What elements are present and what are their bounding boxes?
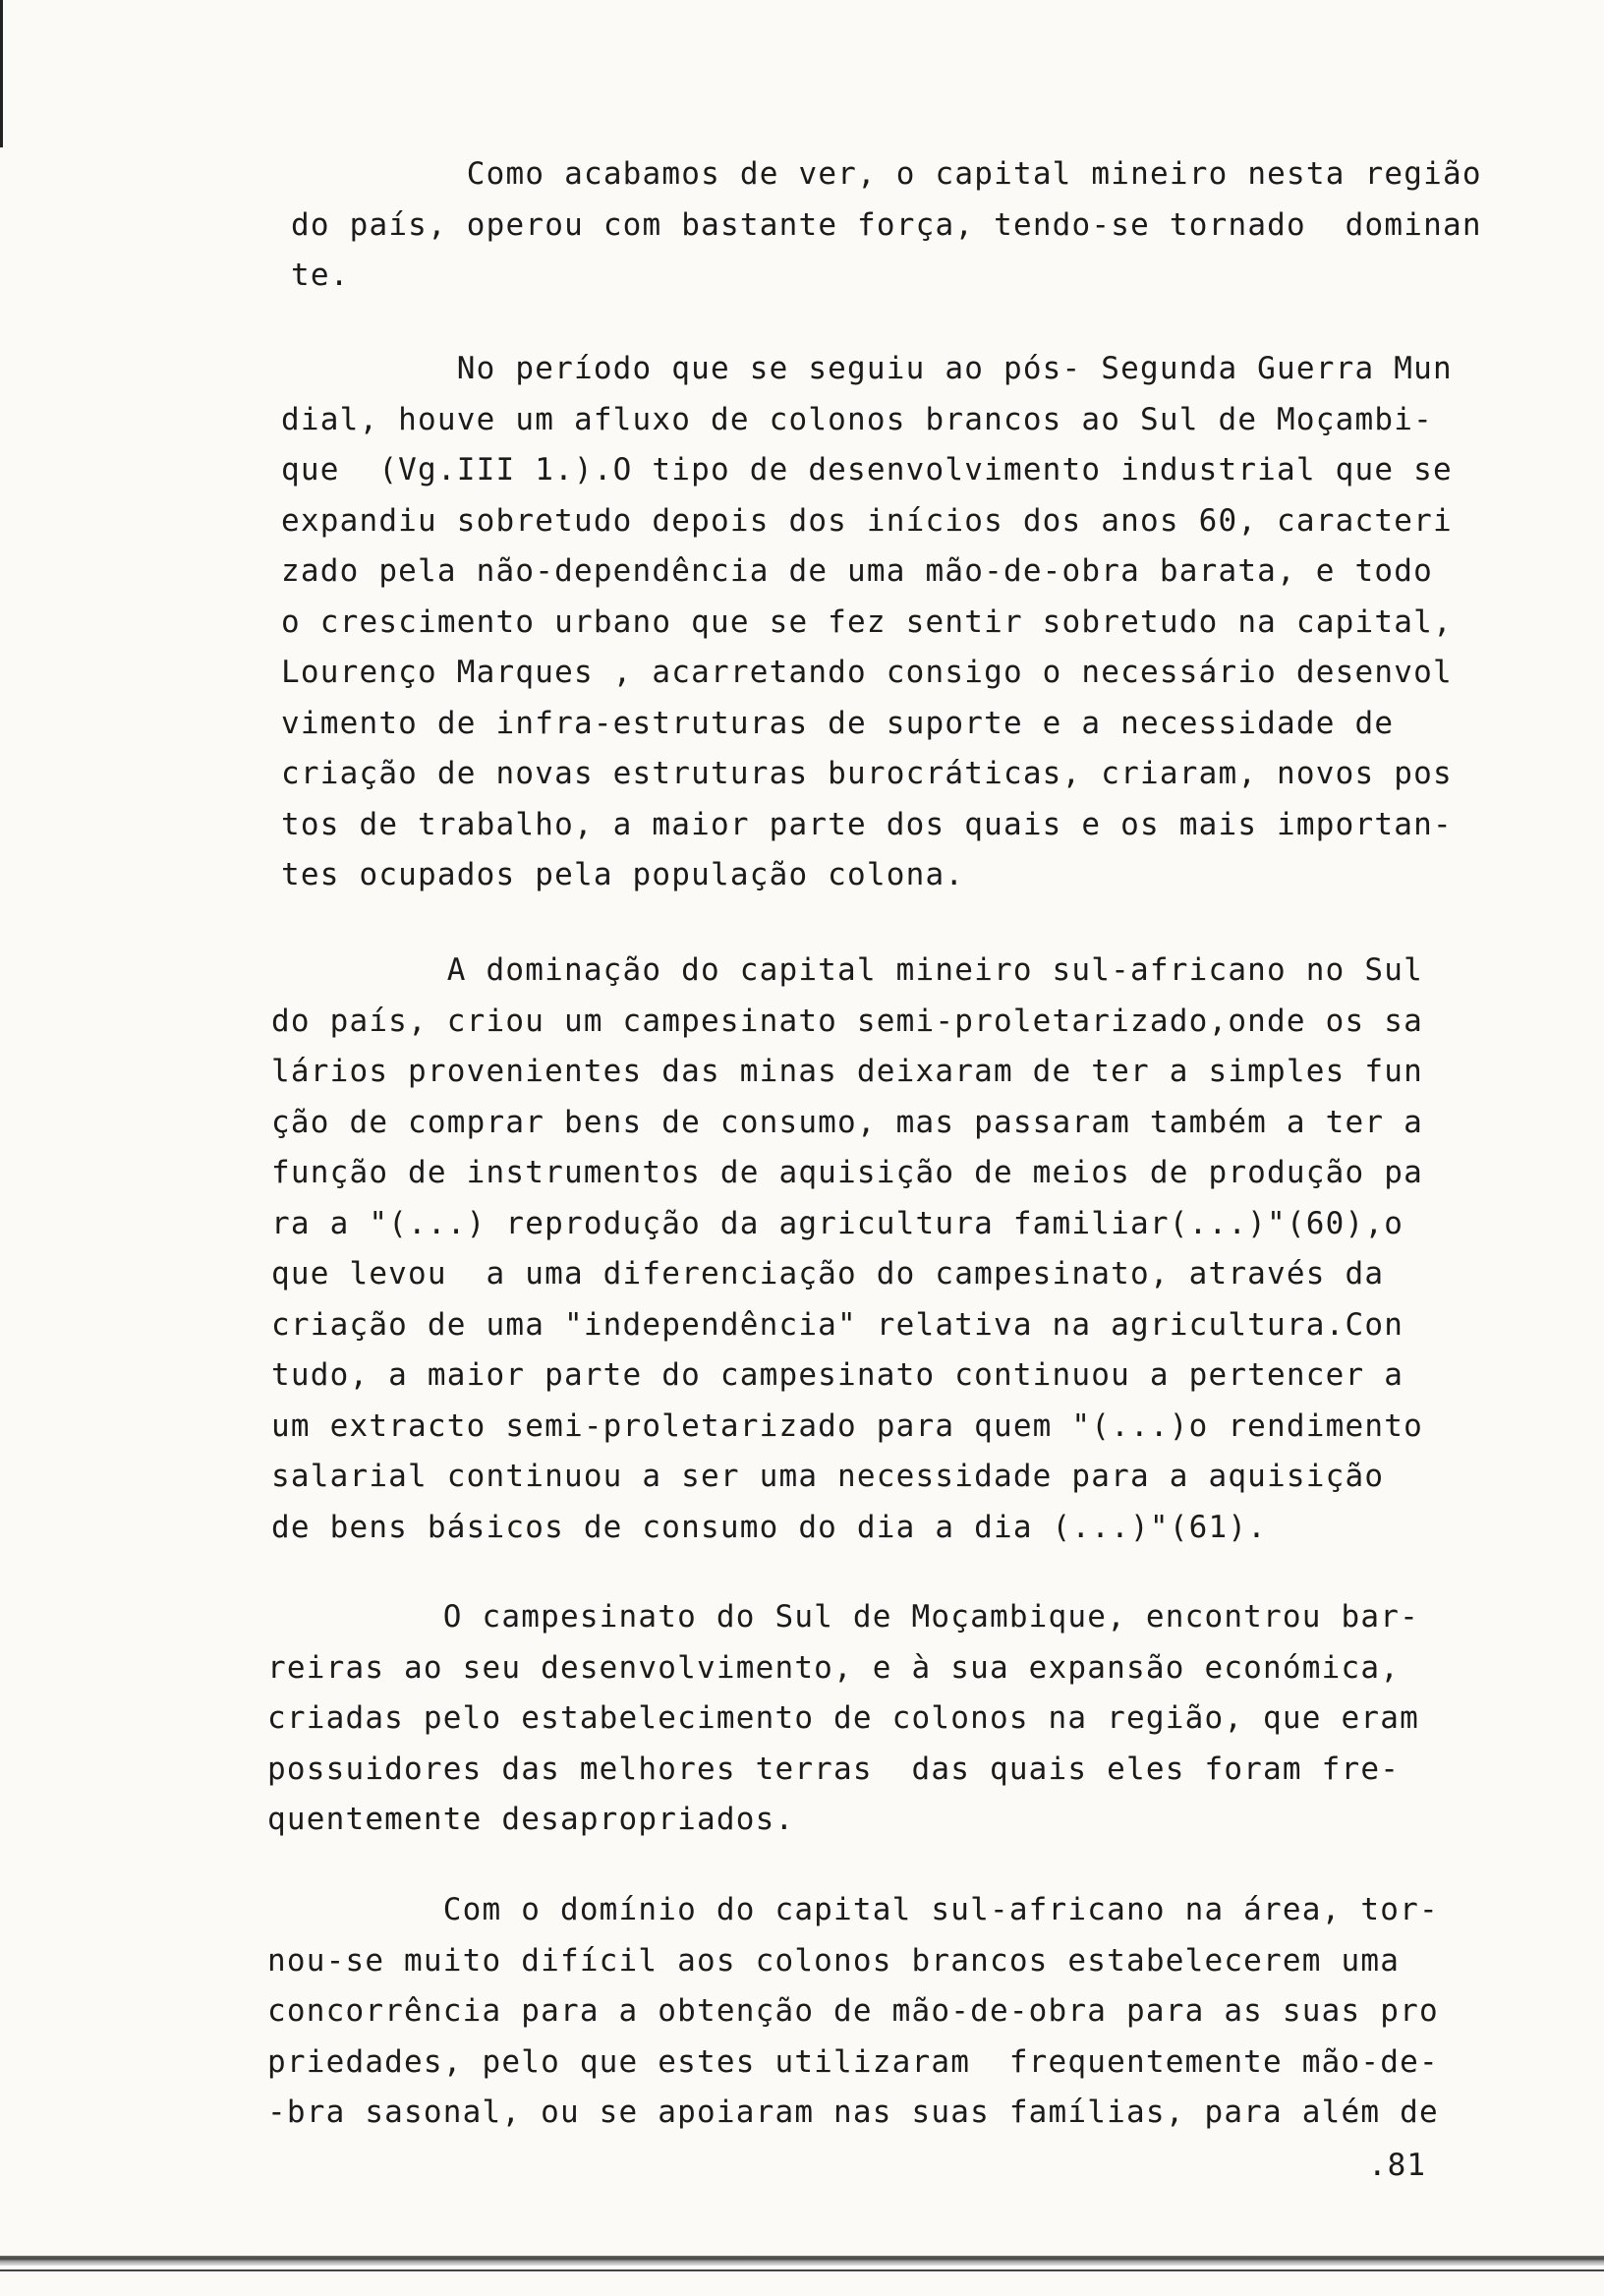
text-line: zado pela não-dependência de uma mão-de-obra barata, e todo bbox=[281, 553, 1433, 589]
text-line: criação de uma "independência" relativa na agricultura.Con bbox=[271, 1306, 1404, 1343]
text-line: tudo, a maior parte do campesinato continuou a pertencer a bbox=[271, 1357, 1404, 1393]
text-line: quentemente desapropriados. bbox=[267, 1802, 795, 1837]
text-line: tes ocupados pela população colona. bbox=[281, 857, 965, 892]
text-line: que (Vg.III 1.).O tipo de desenvolvimento industrial que se bbox=[281, 452, 1453, 488]
text-line: um extracto semi-proletarizado para quem "(...)o rendimento bbox=[271, 1407, 1423, 1444]
text-line: ra a "(...) reprodução da agricultura familiar(...)"(60),o bbox=[271, 1205, 1404, 1241]
text-line: O campesinato do Sul de Moçambique, encontrou bar- bbox=[267, 1599, 1419, 1635]
text-line: o crescimento urbano que se fez sentir sobretudo na capital, bbox=[281, 603, 1453, 640]
bottom-scan-line bbox=[0, 2269, 1604, 2271]
text-line: função de instrumentos de aquisição de meios de produção pa bbox=[271, 1155, 1423, 1190]
text-line: expandiu sobretudo depois dos inícios dos anos 60, caracteri bbox=[281, 502, 1453, 539]
text-line: No período que se seguiu ao pós- Segunda Guerra Mun bbox=[281, 351, 1453, 386]
text-line: vimento de infra-estruturas de suporte e a necessidade de bbox=[281, 705, 1395, 741]
text-line: criação de novas estruturas burocráticas, criaram, novos pos bbox=[281, 756, 1453, 791]
paragraph-4 bbox=[267, 1592, 1549, 1846]
text-line: do país, criou um campesinato semi-proletarizado,onde os sa bbox=[271, 1003, 1423, 1039]
bottom-scan-edge bbox=[0, 2256, 1604, 2266]
text-line: tos de trabalho, a maior parte dos quais e os mais importan- bbox=[281, 806, 1453, 842]
page-number: .81 bbox=[1368, 2148, 1426, 2183]
text-line: priedades, pelo que estes utilizaram frequentemente mão-de- bbox=[267, 2043, 1439, 2080]
text-line: dial, houve um afluxo de colonos brancos ao Sul de Moçambi- bbox=[281, 401, 1433, 437]
text-line: reiras ao seu desenvolvimento, e à sua expansão económica, bbox=[267, 1649, 1401, 1686]
binding-edge-line bbox=[0, 0, 3, 147]
paragraph-1 bbox=[291, 149, 1549, 302]
text-line: ção de comprar bens de consumo, mas passaram também a ter a bbox=[271, 1104, 1423, 1140]
text-line: te. bbox=[291, 258, 350, 293]
text-line: criadas pelo estabelecimento de colonos na região, que eram bbox=[267, 1700, 1419, 1736]
paragraph-3 bbox=[271, 946, 1549, 1553]
text-line: nou-se muito difícil aos colonos brancos estabelecerem uma bbox=[267, 1942, 1401, 1979]
text-line: salarial continuou a ser uma necessidade para a aquisição bbox=[271, 1459, 1385, 1494]
text-line: concorrência para a obtenção de mão-de-obra para as suas pro bbox=[267, 1993, 1439, 2029]
text-line: de bens básicos de consumo do dia a dia (...)"(61). bbox=[271, 1509, 1268, 1545]
text-line: Com o domínio do capital sul-africano na área, tor- bbox=[267, 1892, 1439, 1927]
text-line: Como acabamos de ver, o capital mineiro nesta região bbox=[291, 156, 1482, 192]
text-line: possuidores das melhores terras das quais eles foram fre- bbox=[267, 1751, 1401, 1787]
text-line: -bra sasonal, ou se apoiaram nas suas famílias, para além de bbox=[267, 2095, 1439, 2130]
text-line: lários provenientes das minas deixaram de ter a simples fun bbox=[271, 1054, 1423, 1089]
text-line: que levou a uma diferenciação do campesinato, através da bbox=[271, 1256, 1385, 1292]
text-line: do país, operou com bastante força, tendo-se tornado dominan bbox=[291, 206, 1482, 243]
paragraph-5 bbox=[267, 1885, 1549, 2139]
text-line: Lourenço Marques , acarretando consigo o necessário desenvol bbox=[281, 655, 1453, 690]
paragraph-2 bbox=[281, 344, 1549, 901]
text-line: A dominação do capital mineiro sul-africano no Sul bbox=[271, 952, 1423, 988]
